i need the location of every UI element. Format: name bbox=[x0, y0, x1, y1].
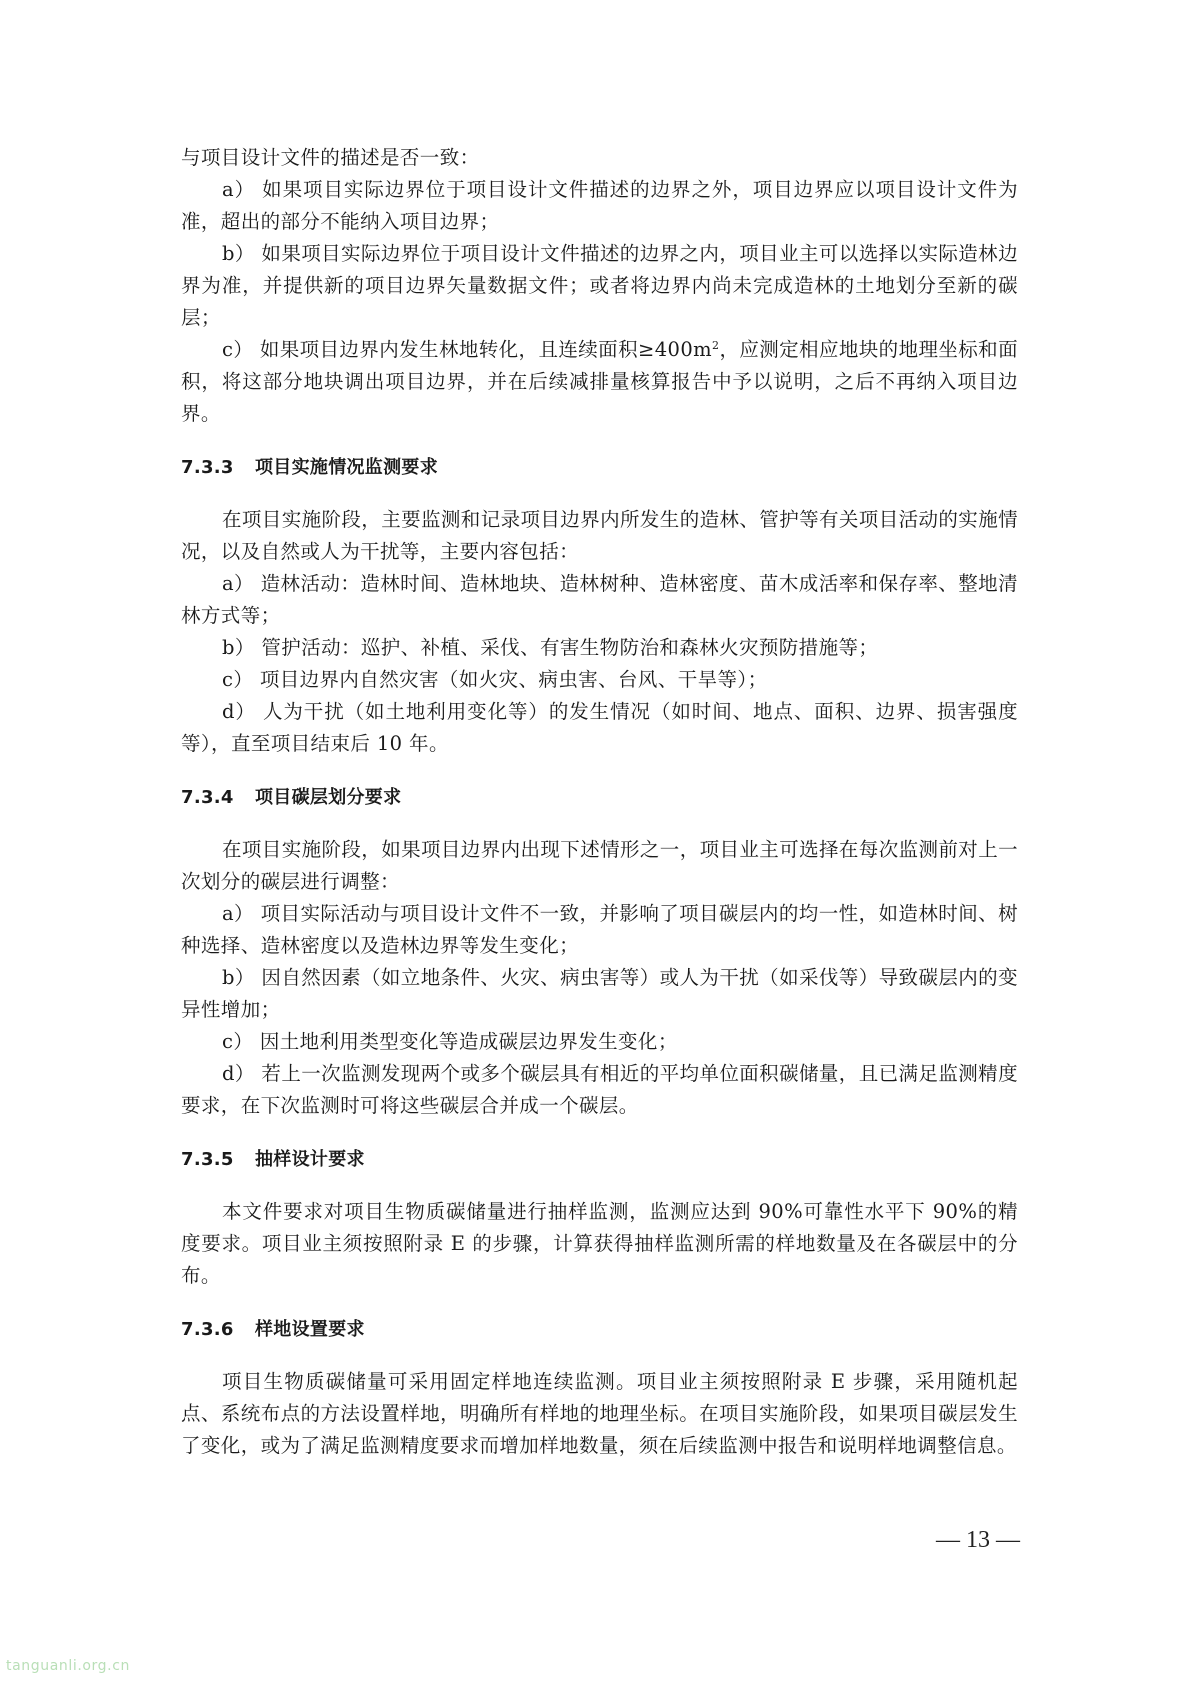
section-title: 样地设置要求 bbox=[255, 1319, 365, 1340]
section-heading-7-3-3 bbox=[181, 452, 1018, 484]
section-7-3-4-lead: 在项目实施阶段，如果项目边界内出现下述情形之一，项目业主可选择在每次监测前对上一次划分的碳层进行调整： bbox=[181, 838, 1019, 893]
section-7-3-4-item-d: d） 若上一次监测发现两个或多个碳层具有相近的平均单位面积碳储量，且已满足监测精度要求，在下次监测时可将这些碳层合并成一个碳层。 bbox=[181, 1062, 1018, 1117]
section-number: 7.3.4 bbox=[181, 787, 234, 808]
section-7-3-6-lead: 项目生物质碳储量可采用固定样地连续监测。项目业主须按照附录 E 步骤，采用随机起点、系统布点的方法设置样地，明确所有样地的地理坐标。在项目实施阶段，如果项目碳层发生了变化，或为了满足监测精度要求而增加样地数量，须在后续监测中报告和说明样地调整信息。 bbox=[181, 1370, 1018, 1457]
section-7-3-3-item-b: b） 管护活动：巡护、补植、采伐、有害生物防治和森林火灾预防措施等； bbox=[222, 636, 879, 659]
document-body bbox=[181, 142, 1018, 1462]
intro-item-c: c） 如果项目边界内发生林地转化，且连续面积$\ge 400m^2$，应测定相应地块的地理坐标和面积，将这部分地块调出项目边界，并在后续减排量核算报告中予以说明，之后不再纳入项目边界。 bbox=[181, 338, 1018, 425]
section-number: 7.3.6 bbox=[181, 1319, 234, 1340]
section-heading-7-3-5 bbox=[181, 1144, 1018, 1176]
section-title: 抽样设计要求 bbox=[255, 1149, 365, 1170]
section-7-3-4-item-a: a） 项目实际活动与项目设计文件不一致，并影响了项目碳层内的均一性，如造林时间、树种选择、造林密度以及造林边界等发生变化； bbox=[181, 902, 1018, 957]
intro-item-b: b） 如果项目实际边界位于项目设计文件描述的边界之内，项目业主可以选择以实际造林边界为准，并提供新的项目边界矢量数据文件；或者将边界内尚未完成造林的土地划分至新的碳层； bbox=[181, 242, 1018, 329]
section-7-3-4-item-b: b） 因自然因素（如立地条件、火灾、病虫害等）或人为干扰（如采伐等）导致碳层内的变异性增加； bbox=[181, 966, 1018, 1021]
page-number: — 13 — bbox=[936, 1527, 1020, 1553]
intro-continuation: 与项目设计文件的描述是否一致： bbox=[181, 146, 480, 169]
section-number: 7.3.5 bbox=[181, 1149, 234, 1170]
section-7-3-3-lead: 在项目实施阶段，主要监测和记录项目边界内所发生的造林、管护等有关项目活动的实施情况，以及自然或人为干扰等，主要内容包括： bbox=[181, 508, 1019, 563]
section-number: 7.3.3 bbox=[181, 457, 234, 478]
section-7-3-3-item-c: c） 项目边界内自然灾害（如火灾、病虫害、台风、干旱等）； bbox=[222, 668, 768, 691]
intro-item-a: a） 如果项目实际边界位于项目设计文件描述的边界之外，项目边界应以项目设计文件为准，超出的部分不能纳入项目边界； bbox=[181, 178, 1018, 233]
section-heading-7-3-6 bbox=[181, 1314, 1018, 1346]
section-7-3-3-item-d: d） 人为干扰（如土地利用变化等）的发生情况（如时间、地点、面积、边界、损害强度等），直至项目结束后 10 年。 bbox=[181, 700, 1018, 755]
section-title: 项目碳层划分要求 bbox=[255, 787, 402, 808]
section-title: 项目实施情况监测要求 bbox=[255, 457, 438, 478]
watermark-text: tanguanli.org.cn bbox=[6, 1658, 130, 1674]
section-7-3-5-lead: 本文件要求对项目生物质碳储量进行抽样监测，监测应达到 90%可靠性水平下 90%的精度要求。项目业主须按照附录 E 的步骤，计算获得抽样监测所需的样地数量及在各碳层中的分布。 bbox=[181, 1200, 1018, 1287]
section-7-3-4-item-c: c） 因土地利用类型变化等造成碳层边界发生变化； bbox=[222, 1030, 678, 1053]
section-7-3-3-item-a: a） 造林活动：造林时间、造林地块、造林树种、造林密度、苗木成活率和保存率、整地清林方式等； bbox=[181, 572, 1018, 627]
superscript-2: 2 bbox=[712, 339, 720, 352]
section-heading-7-3-4 bbox=[181, 782, 1018, 814]
